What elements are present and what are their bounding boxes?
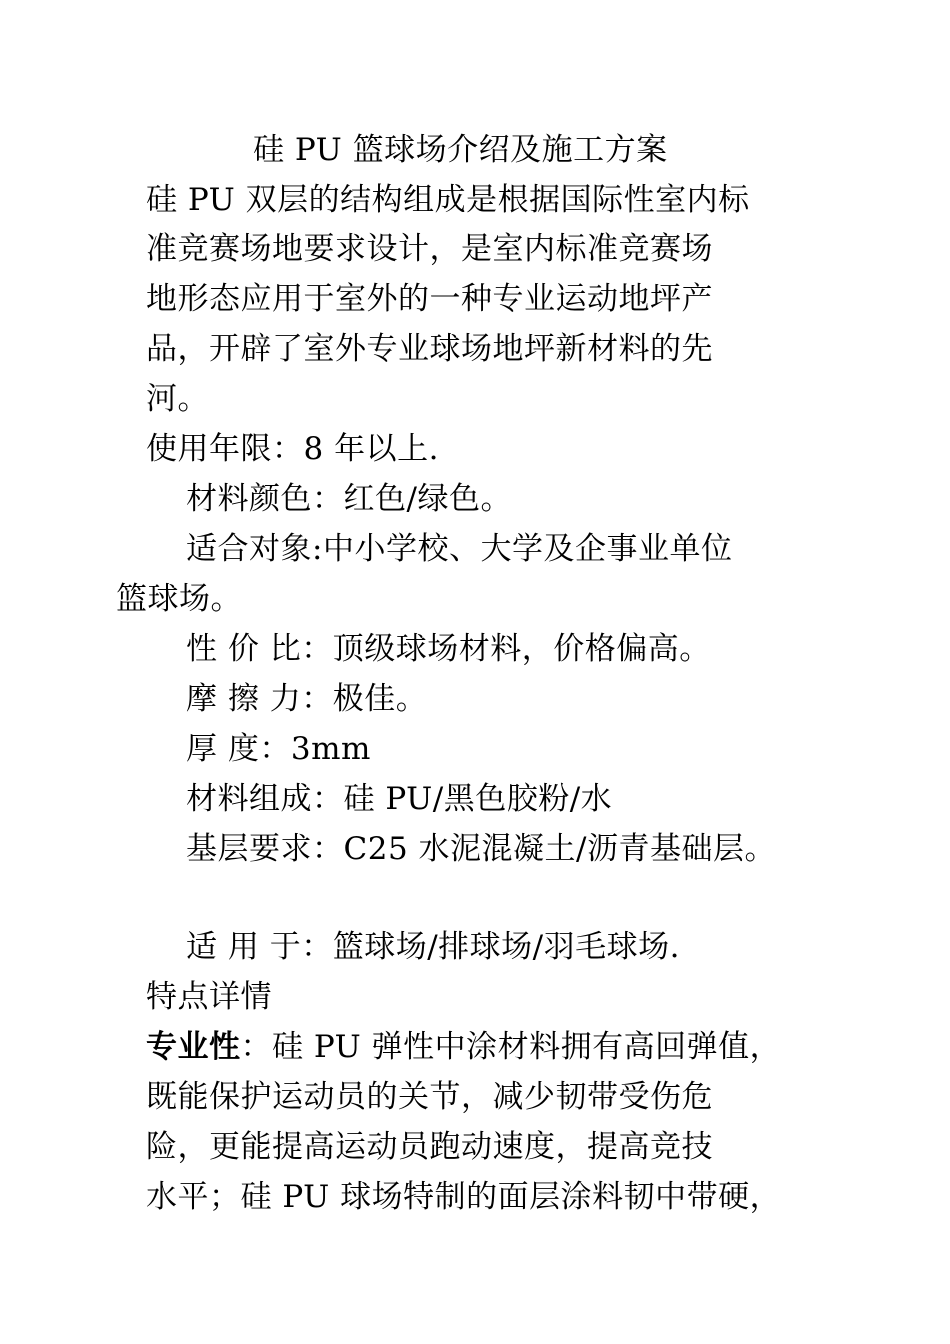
target-users-line-2: 篮球场。 [116, 581, 242, 617]
service-life: 使用年限：8 年以上. [146, 431, 439, 467]
friction: 摩 擦 力：极佳。 [186, 681, 428, 717]
professional-line-3: 险，更能提高运动员跑动速度，提高竞技 [146, 1129, 713, 1165]
material-color: 材料颜色：红色/绿色。 [186, 481, 512, 517]
intro-line-3: 地形态应用于室外的一种专业运动地坪产 [146, 281, 713, 317]
intro-line-4: 品，开辟了室外专业球场地坪新材料的先 [146, 331, 713, 367]
cost-performance: 性 价 比：顶级球场材料，价格偏高。 [186, 631, 711, 667]
applicable-courts: 适 用 于：篮球场/排球场/羽毛球场. [186, 929, 680, 965]
professional-line-1-text: ：硅 PU 弹性中涂材料拥有高回弹值， [240, 1029, 782, 1065]
base-requirement: 基层要求：C25 水泥混凝土/沥青基础层。 [186, 831, 776, 867]
target-users-line-1: 适合对象:中小学校、大学及企事业单位 [186, 531, 733, 567]
thickness: 厚 度：3mm [186, 731, 371, 767]
professional-line-1 [146, 1027, 781, 1067]
intro-line-5: 河。 [146, 381, 209, 417]
document-title: 硅 PU 篮球场介绍及施工方案 [253, 132, 668, 168]
professional-line-2: 既能保护运动员的关节，减少韧带受伤危 [146, 1079, 713, 1115]
professional-label: 专业性 [146, 1029, 241, 1065]
intro-line-2: 准竞赛场地要求设计，是室内标准竞赛场 [146, 231, 713, 267]
material-composition: 材料组成：硅 PU/黑色胶粉/水 [186, 781, 613, 817]
professional-line-4: 水平；硅 PU 球场特制的面层涂料韧中带硬， [146, 1179, 782, 1215]
intro-line-1: 硅 PU 双层的结构组成是根据国际性室内标 [146, 182, 750, 218]
features-heading: 特点详情 [146, 979, 272, 1015]
